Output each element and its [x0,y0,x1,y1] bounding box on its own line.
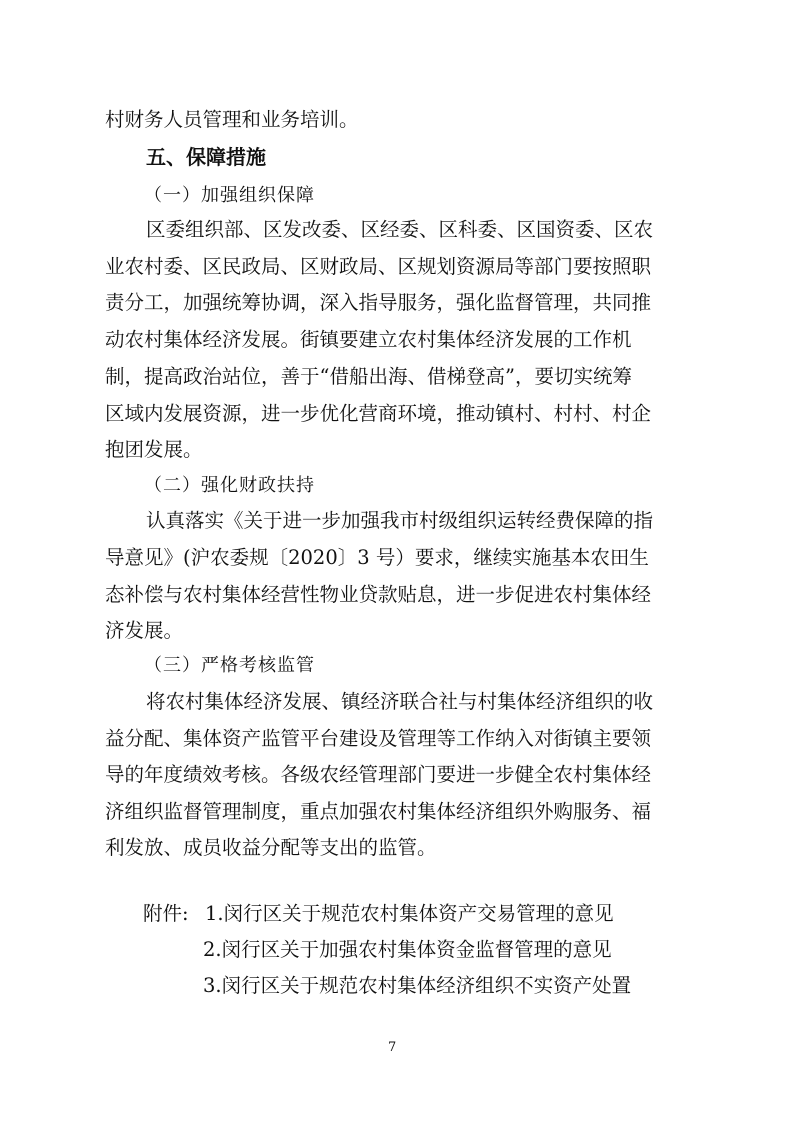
body-line-9: 抱团发展。 [105,438,203,461]
body-line-11: 认真落实《关于进一步加强我市村级组织运转经费保障的指 [146,509,654,532]
section-heading-5: 五、保障措施 [146,145,266,169]
body-line-19: 济组织监督管理制度，重点加强农村集体经济组织外购服务、福 [105,800,652,823]
body-line-1: 村财务人员管理和业务培训。 [105,108,359,131]
attachment-item-1: 1.闵行区关于规范农村集体资产交易管理的意见 [205,902,614,925]
body-line-3: 区委组织部、区发改委、区经委、区科委、区国资委、区农 [146,218,654,241]
body-line-12: 导意见》(沪农委规〔2020〕3 号）要求，继续实施基本农田生 [105,546,649,569]
body-line-4: 业农村委、区民政局、区财政局、区规划资源局等部门要按照职 [105,255,652,278]
body-line-20: 利发放、成员收益分配等支出的监管。 [105,836,437,859]
page-number: 7 [388,1040,397,1055]
attachments-label: 附件: [143,902,189,925]
body-line-17: 益分配、集体资产监管平台建设及管理等工作纳入对街镇主要领 [105,727,652,750]
attachment-item-3: 3.闵行区关于规范农村集体经济组织不实资产处置 [203,974,632,997]
subheading-1: （一）加强组织保障 [144,185,315,206]
body-line-8: 区域内发展资源，进一步优化营商环境，推动镇村、村村、村企 [105,402,652,425]
subheading-2: （二）强化财政扶持 [144,475,315,496]
body-line-7: 制，提高政治站位，善于“借船出海、借梯登高”，要切实统筹 [105,365,632,388]
body-line-5: 责分工，加强统筹协调，深入指导服务，强化监督管理，共同推 [105,291,652,314]
body-line-14: 济发展。 [105,619,184,642]
attachment-item-2: 2.闵行区关于加强农村集体资金监督管理的意见 [203,938,612,961]
body-line-18: 导的年度绩效考核。各级农经管理部门要进一步健全农村集体经 [105,763,652,786]
body-line-6: 动农村集体经济发展。街镇要建立农村集体经济发展的工作机 [105,328,632,351]
body-line-16: 将农村集体经济发展、镇经济联合社与村集体经济组织的收 [146,690,654,713]
subheading-3: （三）严格考核监管 [144,655,315,676]
body-line-13: 态补偿与农村集体经营性物业贷款贴息，进一步促进农村集体经 [105,583,652,606]
